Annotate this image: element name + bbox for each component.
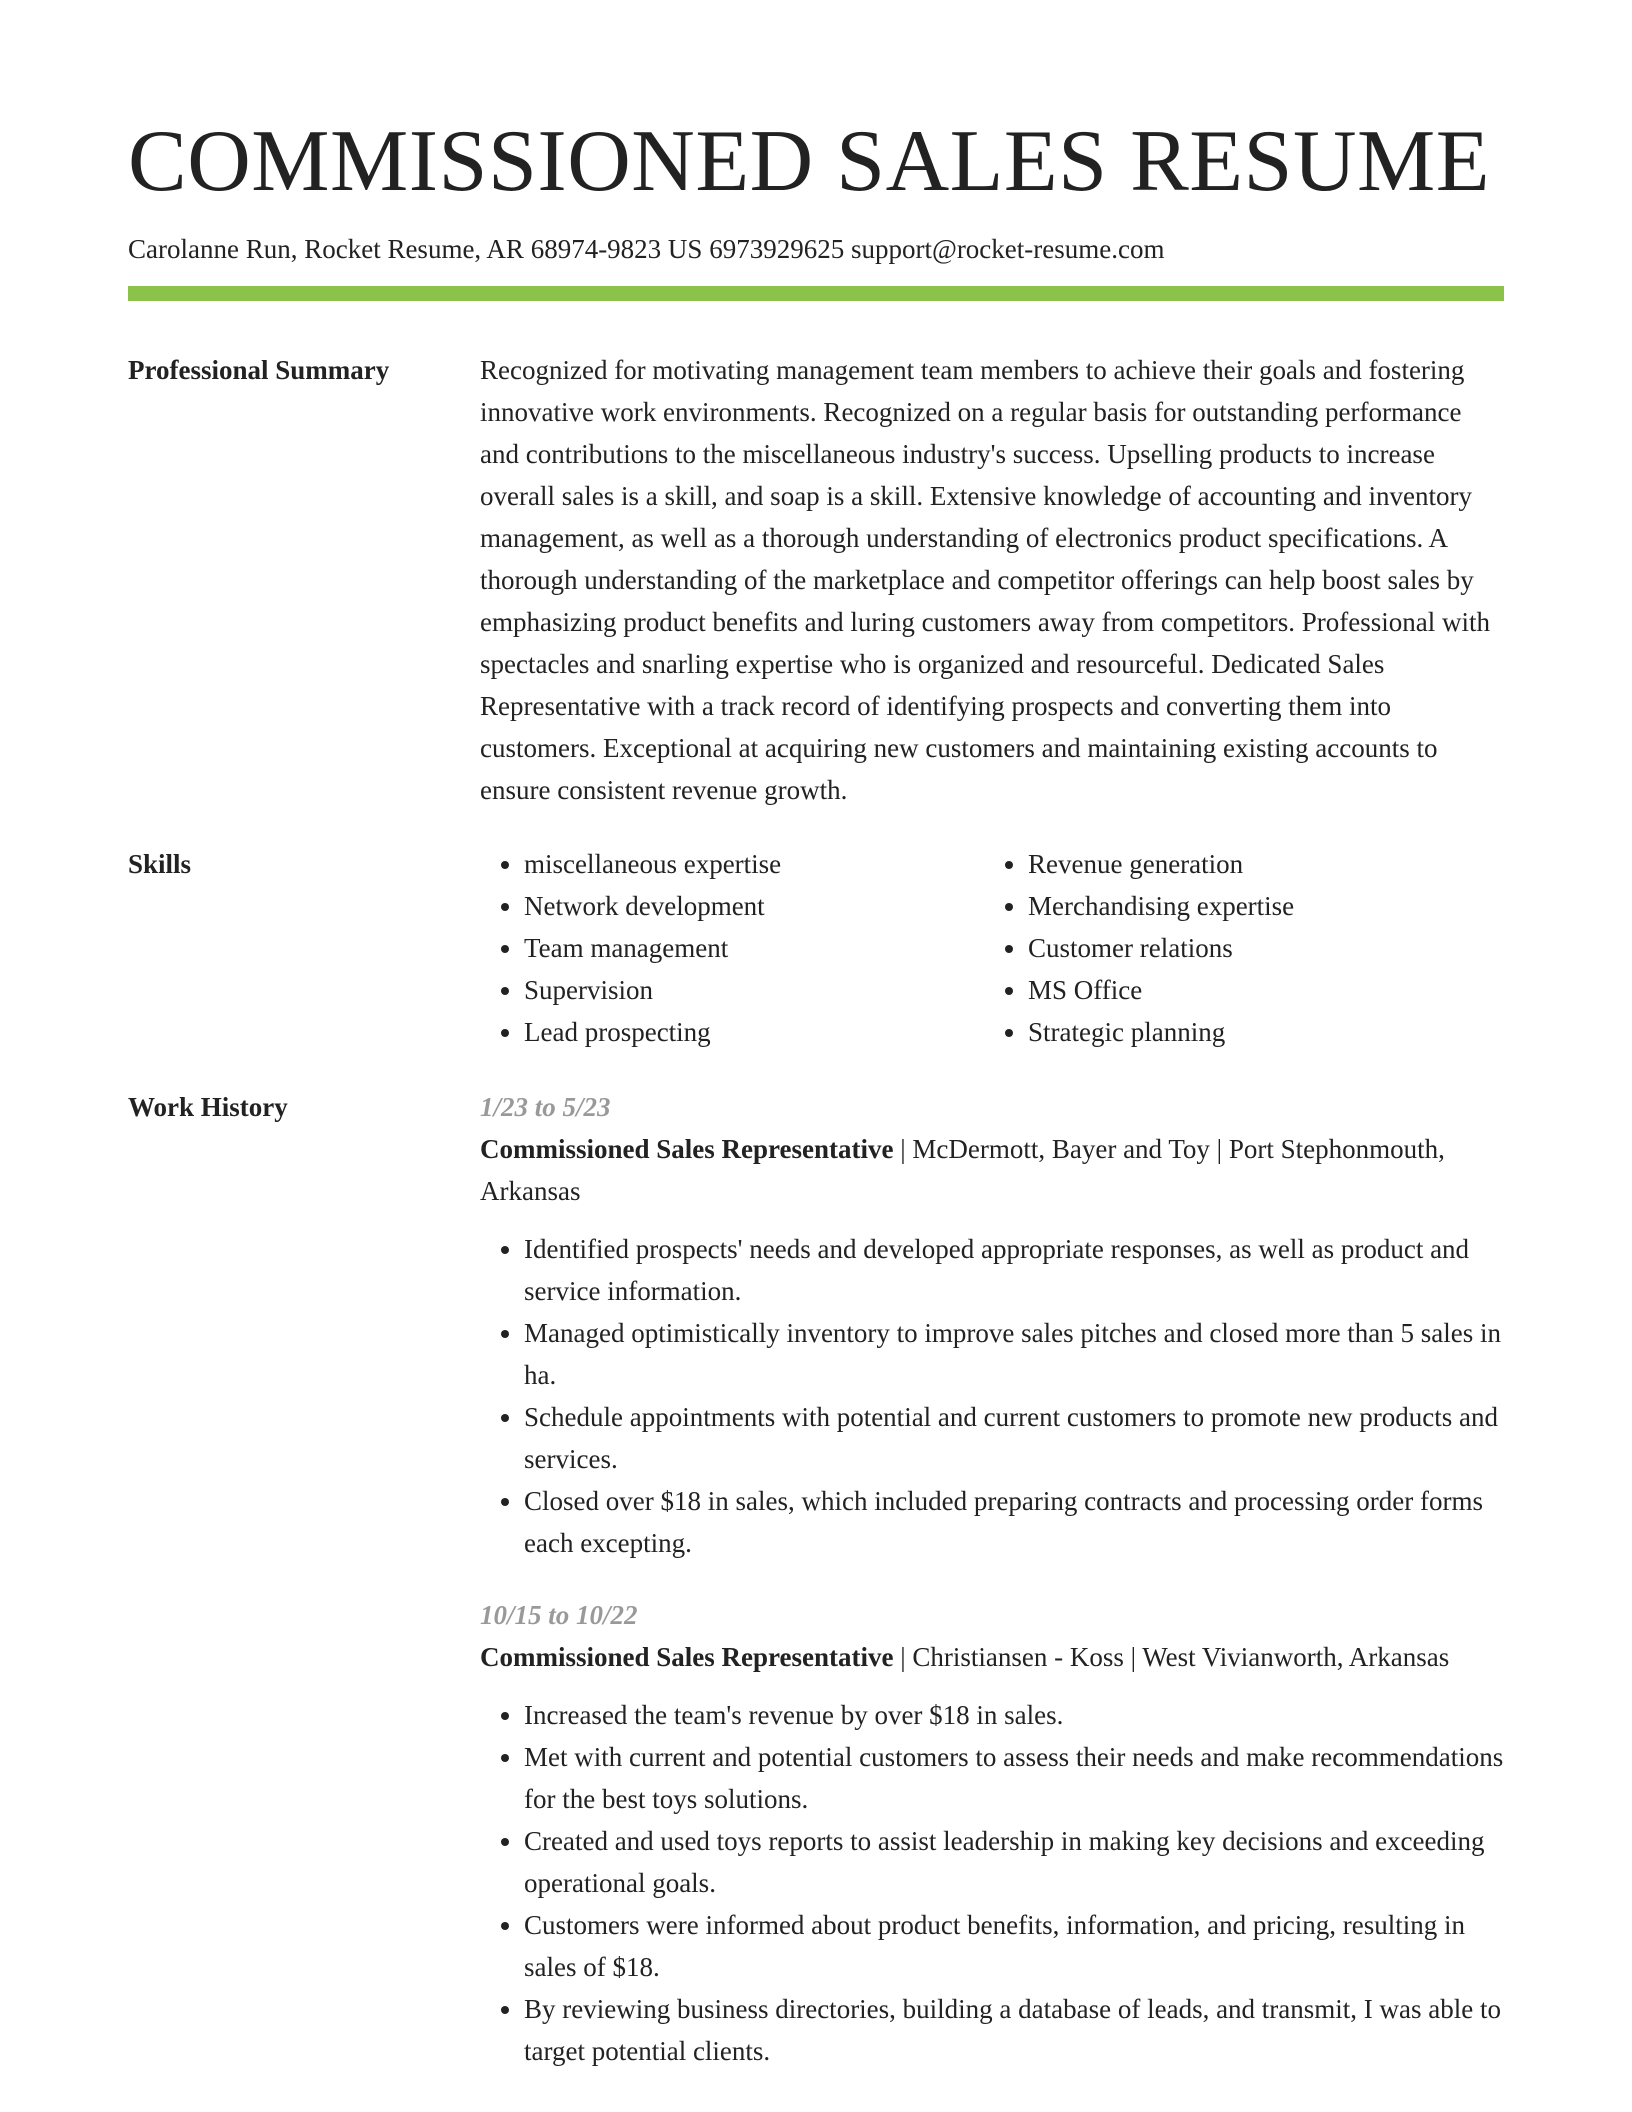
skill-item: • MS Office [1028, 969, 1488, 1011]
skill-item: • Customer relations [1028, 927, 1488, 969]
job-entry [480, 1594, 1504, 2072]
job-bullets [480, 1694, 1504, 2072]
job-bullets [480, 1228, 1504, 1564]
resume-title: COMMISSIONED SALES RESUME [128, 113, 1491, 210]
job-bullet: • Closed over $18 in sales, which included preparing contracts and processing order forms each excepting. [524, 1480, 1504, 1564]
job-bullet: • Customers were informed about product benefits, information, and pricing, resulting in sales of $18. [524, 1904, 1504, 1988]
job-company-location: | McDermott, Bayer and Toy | Port Stephonmouth, Arkansas [480, 1134, 1445, 1206]
work-history-label: Work History [128, 1092, 288, 1122]
job-title: Commissioned Sales Representative [480, 1642, 894, 1672]
summary-text: Recognized for motivating management team members to achieve their goals and fostering innovative work environments. Recognized on a regular basis for outstanding performance and contributions to the miscellaneous industry's success. Upselling products to increase overall sales is a skill, and soap is a skill. Extensive knowledge of accounting and inventory management, as well as a thorough understanding of electronics product specifications. A thorough understanding of the marketplace and competitor offerings can help boost sales by emphasizing product benefits and luring customers away from competitors. Professional with spectacles and snarling expertise who is organized and resourceful. Dedicated Sales Representative with a track record of identifying prospects and converting them into customers. Exceptional at acquiring new customers and maintaining existing accounts to ensure consistent revenue growth. [480, 355, 1491, 805]
contact-line: Carolanne Run, Rocket Resume, AR 68974-9823 US 6973929625 support@rocket-resume.com [128, 234, 1165, 264]
job-bullet: • Increased the team's revenue by over $18 in sales. [524, 1694, 1504, 1736]
skill-item: • Merchandising expertise [1028, 885, 1488, 927]
skills-label: Skills [128, 849, 192, 879]
skill-item: • Lead prospecting [524, 1011, 984, 1053]
job-date: 10/15 to 10/22 [480, 1600, 638, 1630]
skills-list-right [984, 843, 1488, 1053]
skill-item: • Revenue generation [1028, 843, 1488, 885]
header-divider [128, 286, 1504, 301]
work-history-section [128, 1086, 1504, 2102]
job-date: 1/23 to 5/23 [480, 1092, 611, 1122]
job-bullet: • Created and used toys reports to assist leadership in making key decisions and exceeding operational goals. [524, 1820, 1504, 1904]
job-bullet: • Managed optimistically inventory to improve sales pitches and closed more than 5 sales in ha. [524, 1312, 1504, 1396]
summary-section [128, 349, 1504, 811]
skill-item: • Supervision [524, 969, 984, 1011]
skill-item: • Strategic planning [1028, 1011, 1488, 1053]
job-heading [480, 1128, 1504, 1212]
job-bullet: • By reviewing business directories, building a database of leads, and transmit, I was able to target potential clients. [524, 1988, 1504, 2072]
job-company-location: | Christiansen - Koss | West Vivianworth, Arkansas [893, 1642, 1450, 1672]
job-bullet: • Identified prospects' needs and developed appropriate responses, as well as product and service information. [524, 1228, 1504, 1312]
job-title: Commissioned Sales Representative [480, 1134, 894, 1164]
skill-item: • miscellaneous expertise [524, 843, 984, 885]
job-entry [480, 1086, 1504, 1564]
skills-section [128, 843, 1504, 1053]
summary-label: Professional Summary [128, 355, 390, 385]
skill-item: • Network development [524, 885, 984, 927]
skills-list-left [480, 843, 984, 1053]
skill-item: • Team management [524, 927, 984, 969]
job-heading [480, 1636, 1504, 1678]
job-bullet: • Met with current and potential customers to assess their needs and make recommendations for the best toys solutions. [524, 1736, 1504, 1820]
job-bullet: • Schedule appointments with potential and current customers to promote new products and services. [524, 1396, 1504, 1480]
